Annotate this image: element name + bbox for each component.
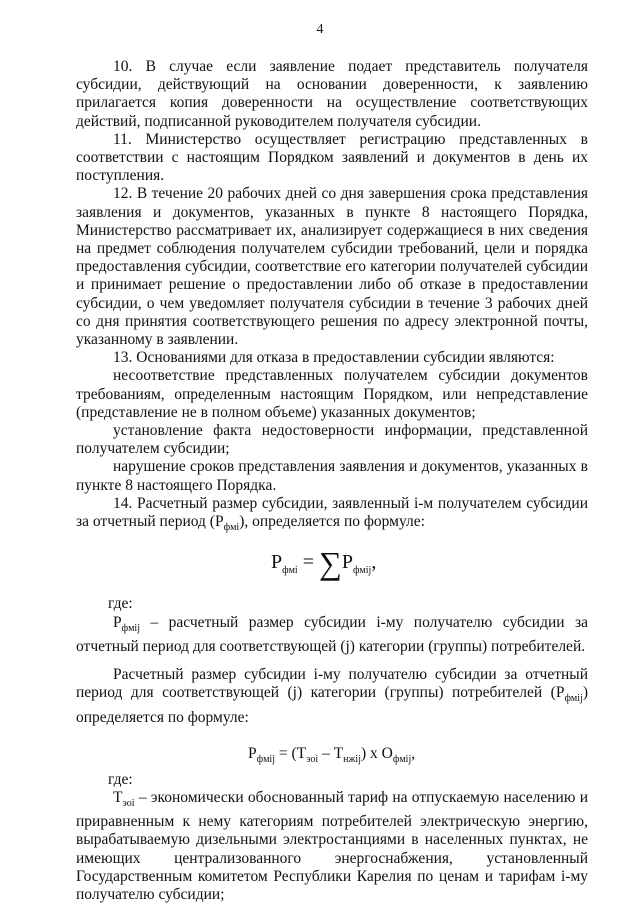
paragraph-13-item-2: установление факта недостоверности информации, представленной получателем субсидии; — [76, 422, 588, 458]
definition-2-symbol: Т — [113, 788, 123, 806]
paragraph-13: 13. Основаниями для отказа в предоставлении субсидии являются: — [113, 349, 555, 367]
definition-2-text: – экономически обоснованный тариф на отпускаемую населению и приравненным к нему категориям потребителей электрическую энергию, вырабатываемую дизельными электростанциями в населенных пунктах, не имеющих централизованного энергоснабжения, установленный Государственным комитетом Республики Карелия по ценам и тарифам i-му получателю субсидии; — [76, 788, 588, 904]
formula1-rhs-sub: фмij — [352, 565, 372, 577]
calc-symbol: Р — [555, 684, 565, 702]
paragraph-12: 12. В течение 20 рабочих дней со дня завершения срока представления заявления и документов, указанных в пункте 8 настоящего Порядка, Министерство рассматривает их, анализирует содержащиеся в них сведения на предмет соблюдения получателем субсидии требований, цели и порядка предоставления субсидии, соответствие его категории получателей субсидии и принимает решение о предоставлении либо об отказе в предоставлении субсидии, о чем уведомляет получателя субсидии в течение 3 рабочих дней со дня принятия соответствующего решения по адресу электронной почты, указанному в заявлении. — [76, 185, 588, 349]
paragraph-14-text: 14. Расчетный размер субсидии, заявленный i-м получателем субсидии за отчетный период ( — [76, 494, 588, 531]
formula2-part: ) х О — [361, 744, 393, 762]
where-label-2: где: — [108, 770, 133, 788]
definition-p-fmij — [76, 614, 588, 657]
definition-1-symbol: Р — [113, 613, 122, 631]
paragraph-10: 10. В случае если заявление подает представитель получателя субсидии, действующий на основании доверенности, к заявлению прилагается копия доверенности на осуществление соответствующих действий, подписанной руководителем получателя субсидии. — [76, 58, 588, 130]
paragraph-calculation — [76, 666, 588, 727]
definition-1-text: – расчетный размер субсидии i-му получателю субсидии за отчетный период для соответствующей (j) категории (группы) потребителей. — [76, 613, 588, 655]
formula1-rhs: Р — [341, 551, 353, 574]
document-body — [76, 58, 588, 904]
calc-end: ) определяется по формуле: — [76, 684, 588, 726]
definition-2-subscript: эоi — [122, 798, 135, 810]
paragraph-14-subscript: фмi — [223, 522, 240, 534]
formula2-sub: фмij — [392, 753, 412, 765]
paragraph-14-symbol: Р — [214, 513, 224, 531]
page-number: 4 — [316, 22, 324, 37]
formula-category-subsidy — [76, 735, 588, 771]
where-label-1: где: — [108, 595, 133, 613]
paragraph-14-end: ), определяется по формуле: — [239, 513, 425, 531]
paragraph-11: 11. Министерство осуществляет регистрацию представленных в соответствии с настоящим Порядком заявлений и документов в день их поступления. — [76, 130, 588, 185]
formula1-equals: = — [297, 551, 319, 574]
paragraph-14 — [76, 495, 588, 538]
formula2-sub: нжij — [343, 753, 361, 765]
formula-total-subsidy — [76, 547, 588, 595]
formula2-part: , — [411, 744, 416, 762]
formula2-sub: эоi — [306, 753, 319, 765]
calc-text: Расчетный размер субсидии i-му получателю субсидии за отчетный период для соответствующей (j) категории (группы) потребителей ( — [76, 666, 588, 702]
paragraph-13-item-1: несоответствие представленных получателем субсидии документов требованиям, определенным настоящим Порядком, или непредставление (представление не в полном объеме) указанных документов; — [76, 367, 588, 421]
formula2-part: – Т — [318, 744, 344, 762]
formula1-tail: , — [371, 551, 377, 574]
formula1-lhs: Р — [271, 551, 283, 574]
sum-symbol: ∑ — [319, 545, 342, 582]
formula2-part: = (Т — [275, 744, 307, 762]
paragraph-13-item-3: нарушение сроков представления заявления и документов, указанных в пункте 8 настоящего Порядка. — [76, 458, 588, 494]
formula2-sub: фмij — [256, 753, 275, 765]
calc-subscript: фмij — [564, 693, 583, 705]
definition-t-eoi — [76, 789, 588, 904]
formula1-lhs-sub: фмi — [282, 565, 298, 577]
definition-1-subscript: фмij — [121, 622, 140, 634]
formula2-part: Р — [248, 744, 257, 762]
